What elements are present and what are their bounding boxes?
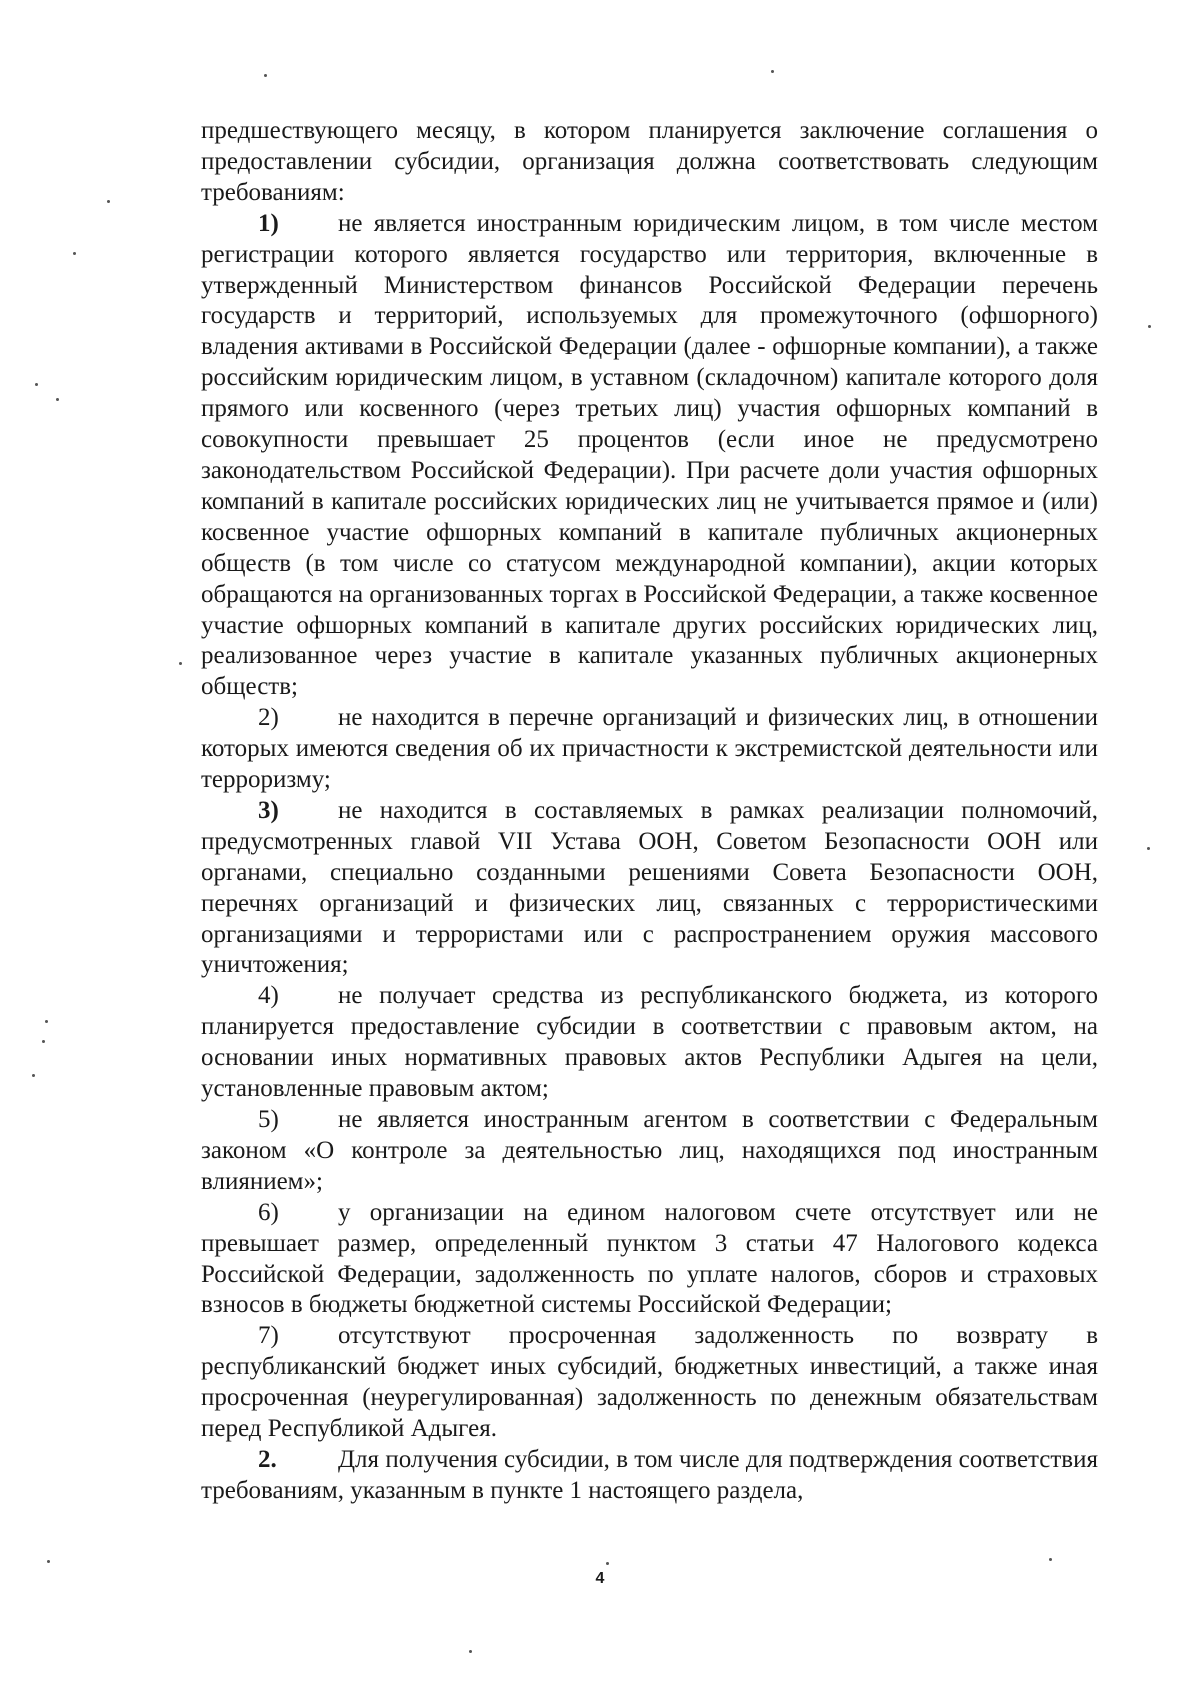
scan-speck	[179, 662, 182, 665]
scan-speck	[771, 70, 774, 73]
list-item	[201, 209, 1098, 704]
section-2-paragraph	[201, 1445, 1098, 1507]
scan-speck	[47, 1560, 50, 1563]
section-text: Для получения субсидии, в том числе для подтверждения соответствия требованиям, указанным в пункте 1 настоящего раздела,	[201, 1445, 1098, 1504]
scan-speck	[1049, 1558, 1052, 1561]
item-number: 6)	[258, 1198, 279, 1226]
scan-speck	[107, 200, 110, 203]
list-item	[201, 796, 1098, 981]
item-number: 4)	[258, 982, 279, 1010]
scan-speck	[42, 1040, 45, 1043]
list-item	[201, 703, 1098, 796]
item-text: не получает средства из республиканского бюджета, из которого планируется предоставление субсидии в соответствии с правовым актом, на основании иных нормативных правовых актов Республики Адыгея на цели, установленные правовым актом;	[201, 982, 1098, 1103]
list-item	[201, 1105, 1098, 1198]
list-item	[201, 1321, 1098, 1445]
list-item	[201, 1198, 1098, 1322]
item-number: 5)	[258, 1106, 279, 1133]
item-text: у организации на едином налоговом счете отсутствует или не превышает размер, определенный пунктом 3 статьи 47 Налогового кодекса Российской Федерации, задолженность по уплате налогов, сборов и страховых взносов в бюджеты бюджетной системы Российской Федерации;	[201, 1198, 1098, 1319]
intro-paragraph: предшествующего месяцу, в котором планируется заключение соглашения о предоставлении субсидии, организация должна соответствовать следующим требованиям:	[201, 117, 1098, 206]
scan-speck	[264, 74, 267, 77]
item-text: не находится в перечне организаций и физических лиц, в отношении которых имеются сведения об их причастности к экстремистской деятельности или терроризму;	[201, 704, 1098, 794]
item-number: 3)	[258, 796, 279, 824]
item-text: отсутствуют просроченная задолженность по возврату в республиканский бюджет иных субсидий, бюджетных инвестиций, а также иная просроченная (неурегулированная) задолженность по денежным обязательствам перед Республикой Адыгея.	[201, 1322, 1098, 1443]
scan-speck	[73, 252, 76, 255]
item-text: не является иностранным агентом в соответствии с Федеральным законом «О контроле за деятельностью лиц, находящихся под иностранным влиянием»;	[201, 1106, 1098, 1195]
scan-speck	[469, 1650, 472, 1653]
item-text: не находится в составляемых в рамках реализации полномочий, предусмотренных главой VII Устава ООН, Советом Безопасности ООН или органами, специально созданными решениями Совета Безопасности ООН, перечнях организаций и физических лиц, связанных с террористическими организациями и террористами или с распространением оружия массового уничтожения;	[201, 796, 1098, 979]
scan-speck	[1148, 325, 1151, 328]
scan-speck	[32, 1074, 35, 1077]
list-item	[201, 981, 1098, 1105]
item-number: 7)	[258, 1322, 279, 1350]
page-number: 4	[595, 1570, 605, 1587]
scan-speck	[1147, 847, 1150, 850]
section-number: 2.	[258, 1445, 277, 1473]
item-number: 1)	[258, 209, 279, 237]
item-text: не является иностранным юридическим лицом, в том числе местом регистрации которого является государство или территория, включенные в утвержденный Министерством финансов Российской Федерации перечень государств и территорий, используемых для промежуточного (офшорного) владения активами в Российской Федерации (далее - офшорные компании), а также российским юридическим лицом, в уставном (складочном) капитале которого доля прямого или косвенного (через третьих лиц) участия офшорных компаний в совокупности превышает 25 процентов (если иное не предусмотрено законодательством Российской Федерации). При расчете доли участия офшорных компаний в капитале российских юридических лиц не учитывается прямое и (или) косвенное участие офшорных компаний в капитале публичных акционерных обществ (в том числе со статусом международной компании), акции которых обращаются на организованных торгах в Российской Федерации, а также косвенное участие офшорных компаний в капитале других российских юридических лиц, реализованное через участие в капитале указанных публичных акционерных обществ;	[201, 209, 1098, 701]
scan-speck	[606, 1562, 609, 1565]
scan-speck	[35, 383, 38, 386]
item-number: 2)	[258, 704, 279, 732]
scan-speck	[56, 398, 59, 401]
scan-speck	[45, 1020, 48, 1023]
document-body	[201, 116, 1098, 1507]
